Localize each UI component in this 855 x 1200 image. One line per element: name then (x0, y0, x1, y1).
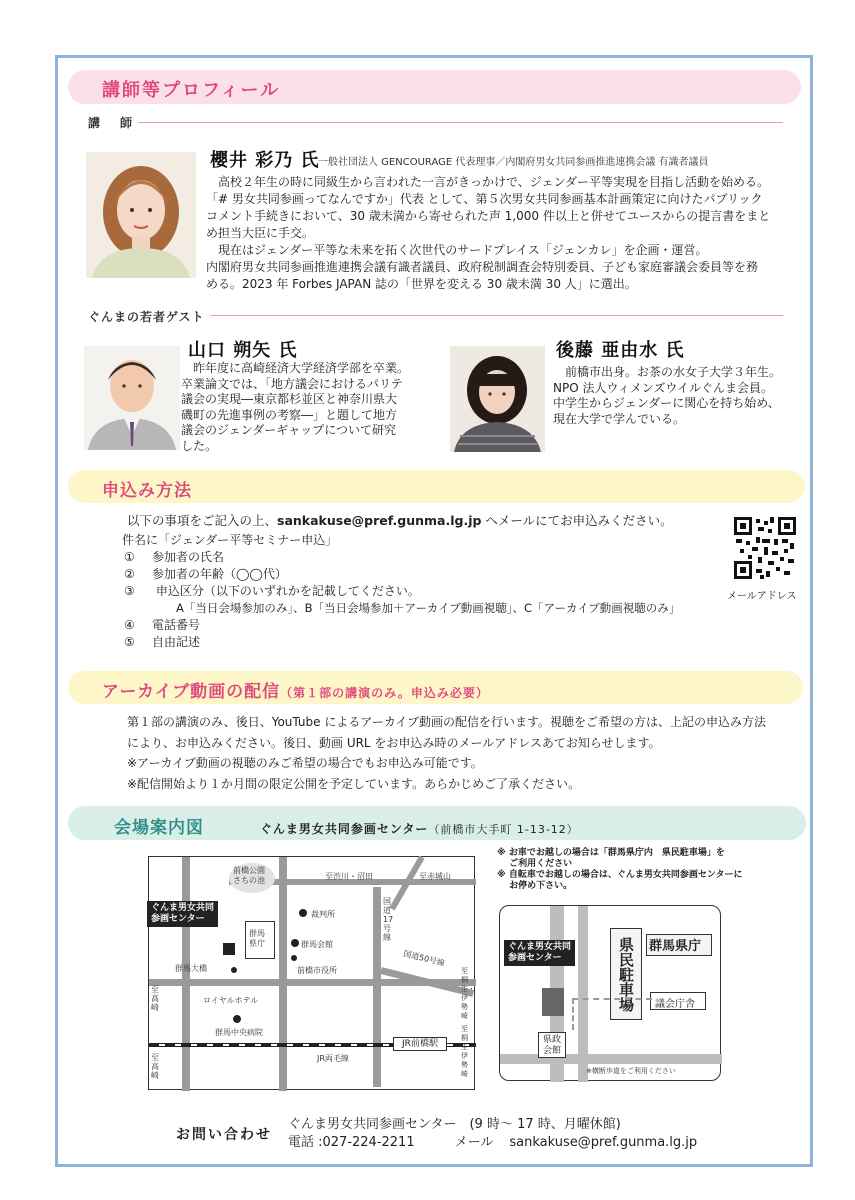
qr-caption: メールアドレス (727, 591, 797, 602)
venue-note: ご利用ください (497, 859, 573, 869)
bio-line: める。2023 年 Forbes JAPAN 誌の「世界を変える 30 歳未満 30 人」に選出。 (206, 277, 637, 291)
akagi-label: 至赤城山 (419, 872, 451, 881)
guest2-bio (553, 365, 803, 427)
bio-line: 磯町の先進事例の考察―」と題して地方 (181, 407, 398, 422)
ryomo-label: JR両毛線 (317, 1054, 349, 1063)
archive-title: アーカイブ動画の配信 (102, 682, 281, 702)
list-item: ④ 電話番号 (124, 618, 201, 632)
bio-line: 現在はジェンダー平等な未来を拓く次世代のサードプレイス「ジェンカレ」を企画・運営。 (206, 243, 708, 257)
bio-line: した。 (181, 438, 218, 453)
bio-line: 中学生からジェンダーに関心を持ち始め、 (553, 396, 780, 410)
venue-center-name: ぐんま男女共同参画センター (259, 822, 429, 836)
hospital-label: 群馬中央病院 (215, 1028, 263, 1037)
apply-intro-prefix: 以下の事項をご記入の上、 (127, 513, 278, 528)
venue-note: お停め下さい。 (497, 881, 573, 891)
apply-intro (127, 512, 673, 529)
apply-items-list (124, 549, 680, 651)
route50-label: 国道50号線 (402, 949, 446, 968)
archive-body (127, 712, 766, 794)
bio-line: コメント手続きにおいて、30 歳未満から寄せられた声 1,000 件以上と併せてユースからの提言書をまと (206, 209, 771, 223)
archive-section-title (68, 671, 803, 704)
list-item: ② 参加者の年齢（◯◯代） (124, 567, 287, 581)
route17-label: 国道17号線 (383, 897, 394, 942)
venue-notes (497, 848, 743, 892)
archive-title-note: （第１部の講演のみ。申込み必要） (280, 686, 489, 700)
shibukawa-label: 至渋川・沼田 (325, 872, 373, 881)
bio-line: 卒業論文では、「地方議会におけるパリテ (181, 376, 403, 391)
pref-label: 群馬県庁 (646, 934, 712, 956)
lecturer-bio (206, 174, 796, 293)
walk-route (572, 998, 652, 1030)
chosha-label: 議会庁舎 (650, 992, 706, 1010)
contact-label: お問い合わせ (176, 1127, 272, 1143)
guest1-bio (181, 361, 441, 454)
bio-line: 現在大学で学んでいる。 (553, 411, 686, 426)
contact-mail-label: メール (454, 1135, 494, 1150)
seikaikan-label: 県政 会館 (538, 1032, 566, 1058)
contact-tel[interactable]: 電話 :027-224-2211 (288, 1135, 415, 1150)
crosswalk-note: ※横断歩道をご利用ください (586, 1067, 676, 1075)
area-map (148, 856, 475, 1090)
venue-note: ※ お車でお越しの場合は「群馬県庁内 県民駐車場」を (497, 848, 725, 858)
takasaki-label-1: 至高崎 (151, 985, 159, 1012)
kiryu-label-2: 至桐生・伊勢崎 (461, 1025, 475, 1078)
park-label: 前橋公園 さちの池 (233, 866, 265, 885)
parking-label: 県民駐車場 (610, 928, 642, 1020)
contact-line (288, 1131, 697, 1150)
archive-line: 第１部の講演のみ、後日、YouTube によるアーカイブ動画の配信を行います。視聴をご希望の方は、上記の申込み方法 (127, 715, 767, 729)
bridge-marker-icon (231, 967, 237, 973)
archive-line: ※配信開始より１か月間の限定公開を予定しています。あらかじめご了承ください。 (127, 776, 581, 791)
venue-section-bar (68, 806, 806, 840)
kiryu-label-1: 至桐生・伊勢崎 (461, 967, 475, 1020)
bio-line: 前橋市出身。お茶の水女子大学３年生。 (553, 365, 782, 379)
court-marker-icon (299, 909, 307, 917)
bio-line: 高校２年生の時に同級生から言われた一言がきっかけで、ジェンダー平等実現を目指し活動を始める。 (206, 175, 770, 189)
kaikan-label: 群馬会館 (301, 940, 333, 949)
map-road (373, 887, 381, 1087)
guest-label: ぐんまの若者ゲスト (88, 310, 205, 324)
list-item: ⑤ 自由記述 (124, 635, 201, 649)
map-road (279, 857, 287, 1091)
archive-line: により、お申込みください。後日、動画 URL をお申込み時のメールアドレスあてお知らせします。 (127, 735, 661, 750)
court-label: 裁判所 (311, 910, 335, 919)
kaikan-marker-icon (291, 939, 299, 947)
center-building-icon (223, 943, 235, 955)
apply-intro-suffix: へメールにてお申込みください。 (481, 513, 673, 528)
qr-code[interactable] (734, 517, 796, 579)
profile-section-title: 講師等プロフィール (68, 70, 801, 104)
hotel-label: ロイヤルホテル (203, 996, 259, 1005)
bio-line: 議会のジェンダーギャップについて研究 (181, 423, 397, 437)
list-item: ① 参加者の氏名 (124, 550, 225, 564)
parking-map (499, 905, 721, 1081)
map-road (500, 1054, 722, 1064)
bio-line: 議会の実現―東京都杉並区と神奈川県大 (181, 392, 398, 406)
apply-section-title: 申込み方法 (68, 470, 805, 503)
guest1-name: 山口 朔矢 氏 (188, 340, 298, 361)
lecturer-affiliation: 一般社団法人 GENCOURAGE 代表理事／内閣府男女共同参画推進連携会議 有識者議員 (318, 157, 709, 168)
takasaki-label-2: 至高崎 (151, 1053, 159, 1080)
center-marker-label: ぐんま男女共同 参画センター (147, 901, 218, 927)
lecturer-rule (138, 122, 783, 123)
list-item: A「当日会場参加のみ」、B「当日会場参加＋アーカイブ動画視聴」、C「アーカイブ動画視聴のみ」 (176, 601, 681, 615)
pref-office-label: 群馬 県庁 (249, 929, 265, 948)
apply-subject: 件名に「ジェンダー平等セミナー申込」 (122, 533, 338, 547)
guest-rule (210, 315, 783, 316)
bio-line: 昨年度に高崎経済大学経済学部を卒業。 (181, 361, 410, 375)
station-label: JR前橋駅 (393, 1037, 447, 1051)
map-road (182, 857, 190, 1091)
center-marker-label: ぐんま男女共同 参画センター (504, 940, 575, 966)
cityhall-label: 前橋市役所 (297, 966, 337, 975)
venue-title: 会場案内図 (114, 818, 204, 838)
apply-email-link[interactable]: sankakuse@pref.gunma.lg.jp (277, 513, 482, 528)
bio-line: NPO 法人ウィメンズウイルぐんま会員。 (553, 380, 774, 395)
hospital-marker-icon (233, 1015, 241, 1023)
list-item: ③ 申込区分（以下のいずれかを記載してください。 (124, 584, 420, 598)
contact-mail-link[interactable]: sankakuse@pref.gunma.lg.jp (509, 1135, 698, 1150)
contact-org: ぐんま男女共同参画センター (9 時～ 17 時、月曜休館) (288, 1117, 621, 1132)
bridge-label: 群馬大橋 (175, 964, 207, 973)
venue-address: （前橋市大手町 1-13-12） (428, 823, 579, 836)
lecturer-label: 講 師 (88, 116, 137, 130)
archive-line: ※アーカイブ動画の視聴のみご希望の場合でもお申込み可能です。 (127, 756, 483, 770)
cityhall-marker-icon (291, 955, 297, 961)
venue-note: ※ 自転車でお越しの場合は、ぐんま男女共同参画センターに (497, 870, 743, 880)
guest1-photo (84, 346, 180, 450)
lecturer-name: 櫻井 彩乃 氏 (210, 150, 320, 171)
bio-line: め担当大臣に手交。 (206, 226, 315, 240)
guest2-name: 後藤 亜由水 氏 (556, 340, 685, 361)
center-building-icon (542, 988, 564, 1016)
guest2-photo (450, 346, 545, 452)
bio-line: 内閣府男女共同参画推進連携会議有識者議員、政府税制調査会特別委員、子ども家庭審議会委員等を務 (206, 260, 759, 274)
lecturer-photo (86, 152, 196, 278)
bio-line: 「# 男女共同参画ってなんですか」代表 として、第５次男女共同参画基本計画策定に向けたパブリック (206, 192, 763, 206)
